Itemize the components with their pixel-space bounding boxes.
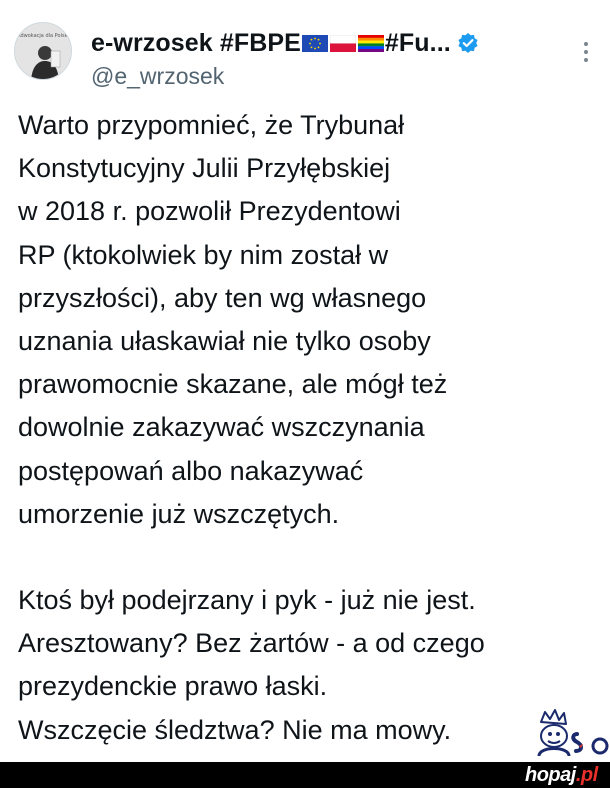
tweet-line: Aresztowany? Bez żartów - a od czego <box>18 628 485 659</box>
more-options-icon <box>584 42 588 46</box>
tweet-line: Warto przypomnieć, że Trybunał <box>18 110 405 140</box>
name-row[interactable] <box>91 26 479 60</box>
poland-flag-icon <box>330 35 356 52</box>
tweet-line: dowolnie zakazywać wszczynania <box>18 412 425 443</box>
avatar[interactable] <box>14 22 72 80</box>
watermark-site: hopaj <box>525 764 576 786</box>
tweet-line: Ktoś był podejrzany i pyk - już nie jest. <box>18 585 476 616</box>
watermark-text <box>525 762 598 788</box>
tweet-header <box>0 0 610 100</box>
tweet-line: Wszczęcie śledztwa? Nie ma mowy. <box>18 714 452 745</box>
eu-flag-icon <box>302 35 328 52</box>
paragraph-gap <box>18 536 598 579</box>
rainbow-flag-icon <box>358 35 384 52</box>
tweet-line: prezydenckie prawo łaski. <box>18 671 328 702</box>
tweet-line: postępowań albo nakazywać <box>18 455 364 486</box>
tweet-line: prawomocnie skazane, ale mógł też <box>18 369 448 400</box>
watermark-ext: .pl <box>575 764 598 786</box>
avatar-figure <box>15 23 72 80</box>
more-options-button[interactable] <box>576 40 596 64</box>
avatar-caption: Adwokacja dla Polski <box>17 33 69 39</box>
tweet-line: uznania ułaskawiał nie tylko osoby <box>18 325 431 356</box>
more-options-icon <box>584 50 588 54</box>
tweet-line: w 2018 r. pozwolił Prezydentowi <box>18 196 401 227</box>
tweet-text <box>18 104 598 752</box>
display-name[interactable]: e-wrzosek #FBPE <box>91 28 301 57</box>
tweet-line: umorzenie już wszczętych. <box>18 498 340 529</box>
display-name-suffix[interactable]: #Fu... <box>384 28 451 57</box>
more-options-icon <box>584 58 588 62</box>
tweet-line: przyszłości), aby ten wg własnego <box>18 282 427 313</box>
tweet-line: RP (ktokolwiek by nim został w <box>18 239 389 270</box>
user-handle[interactable]: @e_wrzosek <box>91 63 225 89</box>
tweet-line: Konstytucyjny Julii Przyłębskiej <box>18 153 391 184</box>
verified-badge-icon <box>457 32 479 54</box>
